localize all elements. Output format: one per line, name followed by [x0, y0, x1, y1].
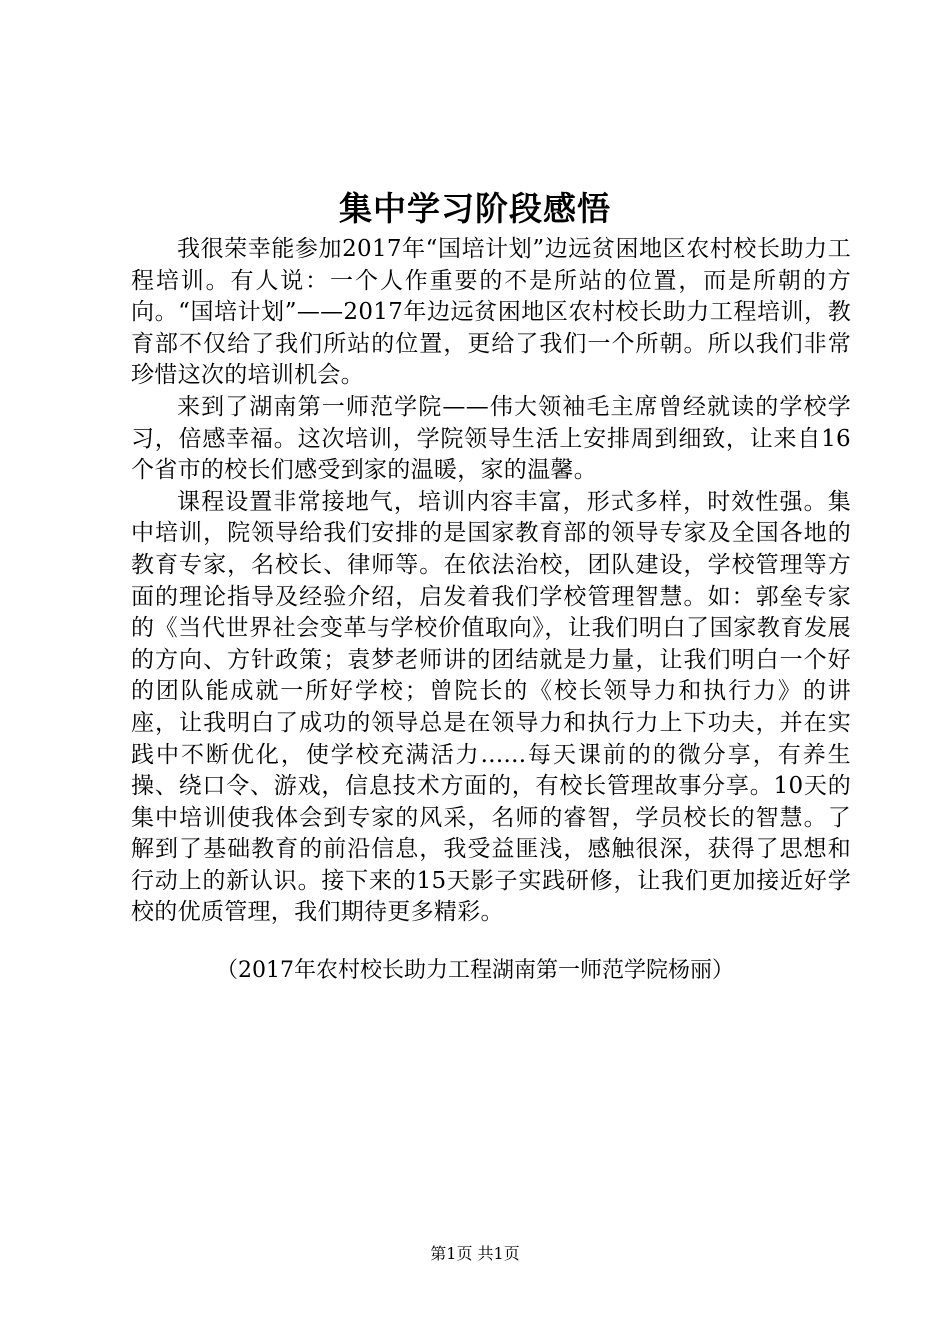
document-body [131, 234, 851, 929]
page-number-footer: 第1页 共1页 [430, 1244, 520, 1263]
paragraph-3: 课程设置非常接地气，培训内容丰富，形式多样，时效性强。集中培训，院领导给我们安排的是国家教育部的领导专家及全国各地的教育专家，名校长、律师等。在依法治校，团队建设，学校管理等方面的理论指导及经验介绍，启发着我们学校管理智慧。如：郭垒专家的《当代世界社会变革与学校价值取向》，让我们明白了国家教育发展的方向、方针政策；袁梦老师讲的团结就是力量，让我们明白一个好的团队能成就一所好学校；曾院长的《校长领导力和执行力》的讲座，让我明白了成功的领导总是在领导力和执行力上下功夫，并在实践中不断优化，使学校充满活力......每天课前的的微分享，有养生操、绕口令、游戏，信息技术方面的，有校长管理故事分享。10天的集中培训使我体会到专家的风采，名师的睿智，学员校长的智慧。了解到了基础教育的前沿信息，我受益匪浅，感触很深，获得了思想和行动上的新认识。接下来的15天影子实践研修，让我们更加接近好学校的优质管理，我们期待更多精彩。 [131, 488, 851, 926]
document-title: 集中学习阶段感悟 [339, 189, 611, 228]
author-signature: （2017年农村校长助力工程湖南第一师范学院杨丽） [216, 958, 734, 983]
paragraph-2: 来到了湖南第一师范学院——伟大领袖毛主席曾经就读的学校学习，倍感幸福。这次培训，学院领导生活上安排周到细致，让来自16个省市的校长们感受到家的温暖，家的温馨。 [131, 393, 851, 484]
paragraph-1: 我很荣幸能参加2017年“国培计划”边远贫困地区农村校长助力工程培训。有人说：一个人作重要的不是所站的位置，而是所朝的方向。“国培计划”——2017年边远贫困地区农村校长助力工程培训，教育部不仅给了我们所站的位置，更给了我们一个所朝。所以我们非常珍惜这次的培训机会。 [131, 236, 851, 389]
